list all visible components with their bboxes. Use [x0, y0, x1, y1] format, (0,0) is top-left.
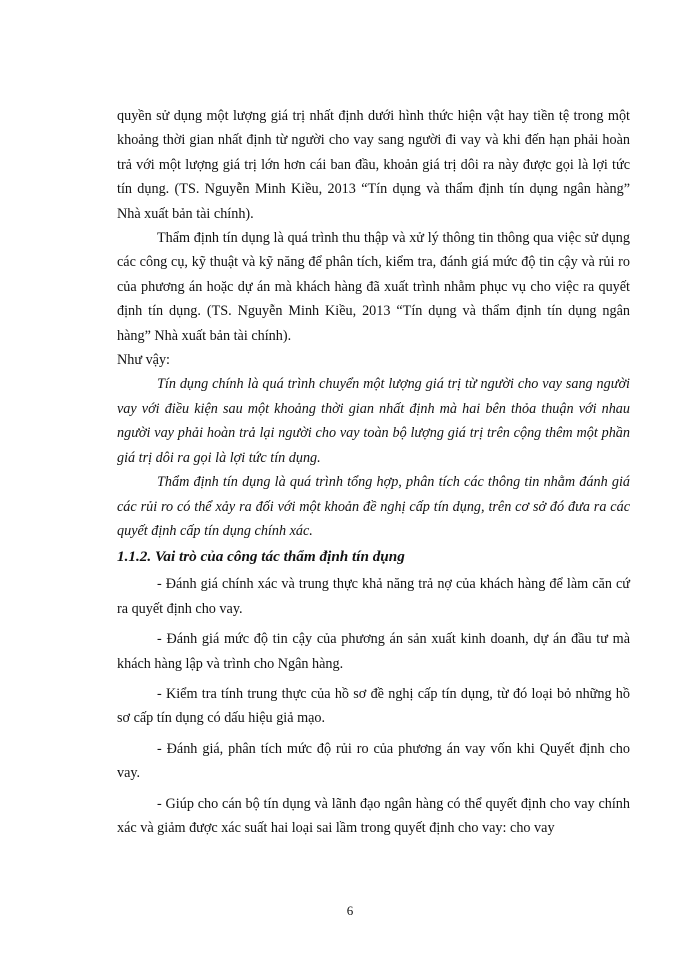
- list-item: - Giúp cho cán bộ tín dụng và lãnh đạo ngân hàng có thể quyết định cho vay chính xác và giảm được xác suất hai loại sai lầm trong quyết định cho vay: cho vay: [117, 795, 630, 836]
- list-item: - Đánh giá mức độ tin cậy của phương án sản xuất kinh doanh, dự án đầu tư mà khách hàng lập và trình cho Ngân hàng.: [117, 631, 630, 672]
- paragraph-credit-definition: Tín dụng chính là quá trình chuyển một lượng giá trị từ người cho vay sang người vay với điều kiện sau một khoảng thời gian nhất định mà hai bên thỏa thuận với nhau người vay phải hoàn trả lại người cho vay toàn bộ lượng giá trị trên cộng thêm một phần giá trị dôi ra gọi là lợi tức tín dụng.: [117, 376, 630, 466]
- paragraph-credit-appraisal: Thẩm định tín dụng là quá trình thu thập và xử lý thông tin thông qua việc sử dụng các công cụ, kỹ thuật và kỹ năng để phân tích, kiểm tra, đánh giá mức độ tin cậy và rủi ro của phương án hoặc dự án mà khách hàng đã xuất trình nhằm phục vụ cho việc ra quyết định tín dụng. (TS. Nguyễn Minh Kiều, 2013 “Tín dụng và thẩm định tín dụng ngân hàng” Nhà xuất bản tài chính).: [117, 230, 630, 344]
- list-item: - Kiểm tra tính trung thực của hồ sơ đề nghị cấp tín dụng, từ đó loại bỏ những hồ sơ cấp tín dụng có dấu hiệu giả mạo.: [117, 685, 630, 727]
- list-item: - Đánh giá chính xác và trung thực khả năng trả nợ của khách hàng để làm căn cứ ra quyết định cho vay.: [117, 576, 630, 617]
- paragraph-appraisal-definition: Thẩm định tín dụng là quá trình tổng hợp, phân tích các thông tin nhằm đánh giá các rủi ro có thể xảy ra đối với một khoản đề nghị cấp tín dụng, trên cơ sở đó đưa ra các quyết định cấp tín dụng chính xác.: [117, 474, 630, 539]
- page-number: 6: [346, 903, 354, 918]
- paragraph-nhu-vay: Như vậy:: [117, 352, 171, 369]
- paragraph-continuation: quyền sử dụng một lượng giá trị nhất định dưới hình thức hiện vật hay tiền tệ trong một khoảng thời gian nhất định từ người cho vay sang người đi vay và khi đến hạn phải hoàn trả với một lượng giá trị lớn hơn cái ban đầu, khoản giá trị dôi ra này được gọi là lợi tức tín dụng. (TS. Nguyễn Minh Kiều, 2013 “Tín dụng và thẩm định tín dụng ngân hàng” Nhà xuất bản tài chính).: [117, 108, 630, 222]
- section-heading: 1.1.2. Vai trò của công tác thẩm định tín dụng: [117, 548, 405, 566]
- list-item: - Đánh giá, phân tích mức độ rủi ro của phương án vay vốn khi Quyết định cho vay.: [117, 740, 630, 782]
- document-page: [117, 104, 630, 846]
